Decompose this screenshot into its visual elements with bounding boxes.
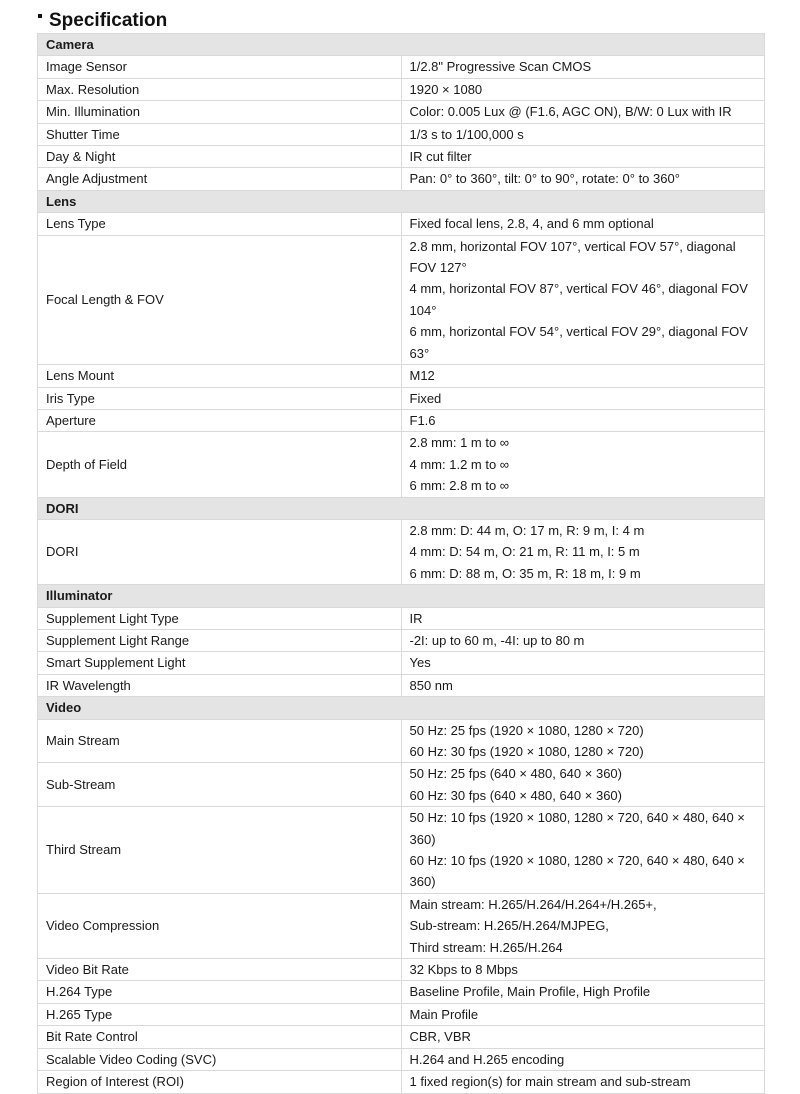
- spec-value-cell: [401, 629, 765, 651]
- spec-value-line: 50 Hz: 10 fps (1920 × 1080, 1280 × 720, 640 × 480, 640 × 360): [409, 810, 745, 847]
- spec-row: [38, 607, 765, 629]
- spec-value-line: 850 nm: [409, 677, 453, 693]
- spec-value-line: F1.6: [409, 412, 436, 428]
- spec-value-cell: [401, 365, 765, 387]
- spec-value-line: Main Profile: [409, 1006, 479, 1022]
- spec-label: Angle Adjustment: [38, 168, 402, 190]
- spec-row: [38, 719, 765, 763]
- spec-label: Focal Length & FOV: [38, 235, 402, 364]
- spec-label: Max. Resolution: [38, 78, 402, 100]
- spec-label: Supplement Light Type: [38, 607, 402, 629]
- spec-row: [38, 409, 765, 431]
- page-title: [38, 8, 167, 34]
- spec-row: [38, 387, 765, 409]
- section-header: Video: [38, 697, 765, 719]
- bullet-square-icon: [38, 14, 42, 18]
- spec-value-line: Sub-stream: H.265/H.264/MJPEG,: [409, 918, 609, 934]
- spec-value-line: 50 Hz: 25 fps (640 × 480, 640 × 360): [409, 766, 622, 782]
- spec-value-line: Third stream: H.265/H.264: [409, 939, 563, 955]
- spec-value-line: 32 Kbps to 8 Mbps: [409, 962, 518, 978]
- spec-row: [38, 519, 765, 584]
- spec-value-line: -2I: up to 60 m, -4I: up to 80 m: [409, 632, 585, 648]
- spec-value-line: CBR, VBR: [409, 1029, 471, 1045]
- spec-value-cell: [401, 959, 765, 981]
- spec-value-cell: [401, 432, 765, 497]
- spec-value-cell: [401, 387, 765, 409]
- spec-value-line: 2.8 mm: 1 m to ∞: [409, 435, 510, 451]
- spec-label: H.265 Type: [38, 1003, 402, 1025]
- spec-row: [38, 56, 765, 78]
- spec-value-cell: [401, 409, 765, 431]
- spec-value-line: 4 mm: D: 54 m, O: 21 m, R: 11 m, I: 5 m: [409, 544, 640, 560]
- spec-label: Shutter Time: [38, 123, 402, 145]
- spec-value-line: 60 Hz: 30 fps (1920 × 1080, 1280 × 720): [409, 744, 644, 759]
- section-header-row: [38, 497, 765, 519]
- spec-row: [38, 807, 765, 894]
- spec-row: [38, 432, 765, 497]
- spec-value-cell: [401, 213, 765, 235]
- spec-row: [38, 146, 765, 168]
- spec-value-cell: [401, 763, 765, 807]
- spec-label: Scalable Video Coding (SVC): [38, 1048, 402, 1070]
- spec-label: H.264 Type: [38, 981, 402, 1003]
- section-header: Lens: [38, 190, 765, 212]
- spec-label: DORI: [38, 519, 402, 584]
- spec-value-line: 4 mm: 1.2 m to ∞: [409, 456, 510, 472]
- spec-label: Sub-Stream: [38, 763, 402, 807]
- spec-value-line: 1920 × 1080: [409, 81, 483, 97]
- spec-value-cell: [401, 168, 765, 190]
- spec-value-line: 2.8 mm: D: 44 m, O: 17 m, R: 9 m, I: 4 m: [409, 522, 645, 538]
- spec-value-cell: [401, 1003, 765, 1025]
- spec-label: Smart Supplement Light: [38, 652, 402, 674]
- spec-label: Video Compression: [38, 893, 402, 958]
- spec-label: Image Sensor: [38, 56, 402, 78]
- section-header: DORI: [38, 497, 765, 519]
- spec-value-line: M12: [409, 368, 435, 384]
- spec-value-cell: [401, 1026, 765, 1048]
- spec-value-line: 1 fixed region(s) for main stream and sub-stream: [409, 1074, 691, 1090]
- page-title-text: Specification: [49, 10, 168, 31]
- spec-value-line: IR cut filter: [409, 149, 472, 165]
- spec-value-line: 60 Hz: 10 fps (1920 × 1080, 1280 × 720, 640 × 480, 640 × 360): [409, 853, 745, 890]
- spec-value-line: 1/2.8" Progressive Scan CMOS: [409, 59, 592, 75]
- spec-value-cell: [401, 123, 765, 145]
- section-header-row: [38, 190, 765, 212]
- spec-value-line: Fixed focal lens, 2.8, 4, and 6 mm optional: [409, 216, 654, 232]
- spec-value-line: 60 Hz: 30 fps (640 × 480, 640 × 360): [409, 787, 622, 803]
- spec-value-line: Yes: [409, 655, 431, 671]
- spec-value-line: 6 mm: D: 88 m, O: 35 m, R: 18 m, I: 9 m: [409, 565, 641, 581]
- spec-row: [38, 1071, 765, 1093]
- spec-row: [38, 123, 765, 145]
- specification-table: [37, 33, 765, 1094]
- section-header: Camera: [38, 34, 765, 56]
- spec-row: [38, 101, 765, 123]
- spec-row: [38, 763, 765, 807]
- specification-table-body: [38, 34, 765, 1094]
- spec-row: [38, 78, 765, 100]
- spec-row: [38, 235, 765, 364]
- spec-row: [38, 652, 765, 674]
- spec-value-line: 4 mm, horizontal FOV 87°, vertical FOV 46°, diagonal FOV 104°: [409, 281, 748, 318]
- spec-value-line: Main stream: H.265/H.264/H.264+/H.265+,: [409, 896, 657, 912]
- spec-value-line: H.264 and H.265 encoding: [409, 1051, 565, 1067]
- spec-value-cell: [401, 519, 765, 584]
- spec-value-cell: [401, 1048, 765, 1070]
- spec-row: [38, 1048, 765, 1070]
- spec-value-cell: [401, 893, 765, 958]
- spec-value-line: Fixed: [409, 390, 442, 406]
- spec-row: [38, 674, 765, 696]
- spec-row: [38, 168, 765, 190]
- spec-label: Third Stream: [38, 807, 402, 894]
- spec-label: Bit Rate Control: [38, 1026, 402, 1048]
- spec-value-line: 1/3 s to 1/100,000 s: [409, 126, 524, 142]
- spec-value-cell: [401, 807, 765, 894]
- section-header: Illuminator: [38, 585, 765, 607]
- spec-value-cell: [401, 652, 765, 674]
- spec-value-line: IR: [409, 610, 423, 626]
- spec-row: [38, 213, 765, 235]
- spec-value-cell: [401, 78, 765, 100]
- spec-value-cell: [401, 1071, 765, 1093]
- spec-value-cell: [401, 235, 765, 364]
- spec-label: Lens Type: [38, 213, 402, 235]
- spec-row: [38, 893, 765, 958]
- spec-value-cell: [401, 56, 765, 78]
- spec-row: [38, 365, 765, 387]
- spec-label: Main Stream: [38, 719, 402, 763]
- spec-value-cell: [401, 719, 765, 763]
- section-header-row: [38, 34, 765, 56]
- spec-label: IR Wavelength: [38, 674, 402, 696]
- spec-row: [38, 981, 765, 1003]
- spec-value-cell: [401, 146, 765, 168]
- spec-row: [38, 629, 765, 651]
- spec-row: [38, 1026, 765, 1048]
- spec-label: Region of Interest (ROI): [38, 1071, 402, 1093]
- spec-value-cell: [401, 981, 765, 1003]
- spec-value-line: Baseline Profile, Main Profile, High Profile: [409, 984, 651, 1000]
- spec-label: Supplement Light Range: [38, 629, 402, 651]
- spec-value-line: 6 mm, horizontal FOV 54°, vertical FOV 29°, diagonal FOV 63°: [409, 324, 748, 361]
- spec-row: [38, 959, 765, 981]
- spec-label: Lens Mount: [38, 365, 402, 387]
- spec-value-line: 50 Hz: 25 fps (1920 × 1080, 1280 × 720): [409, 722, 644, 738]
- spec-value-line: Pan: 0° to 360°, tilt: 0° to 90°, rotate: 0° to 360°: [409, 171, 680, 187]
- spec-label: Aperture: [38, 409, 402, 431]
- section-header-row: [38, 697, 765, 719]
- spec-row: [38, 1003, 765, 1025]
- spec-label: Day & Night: [38, 146, 402, 168]
- spec-label: Iris Type: [38, 387, 402, 409]
- spec-value-cell: [401, 607, 765, 629]
- section-header-row: [38, 585, 765, 607]
- spec-value-cell: [401, 674, 765, 696]
- spec-value-cell: [401, 101, 765, 123]
- spec-value-line: 2.8 mm, horizontal FOV 107°, vertical FOV 57°, diagonal FOV 127°: [409, 238, 736, 276]
- spec-value-line: Color: 0.005 Lux @ (F1.6, AGC ON), B/W: 0 Lux with IR: [409, 104, 732, 120]
- spec-value-line: 6 mm: 2.8 m to ∞: [409, 478, 510, 494]
- spec-label: Depth of Field: [38, 432, 402, 497]
- spec-label: Min. Illumination: [38, 101, 402, 123]
- spec-label: Video Bit Rate: [38, 959, 402, 981]
